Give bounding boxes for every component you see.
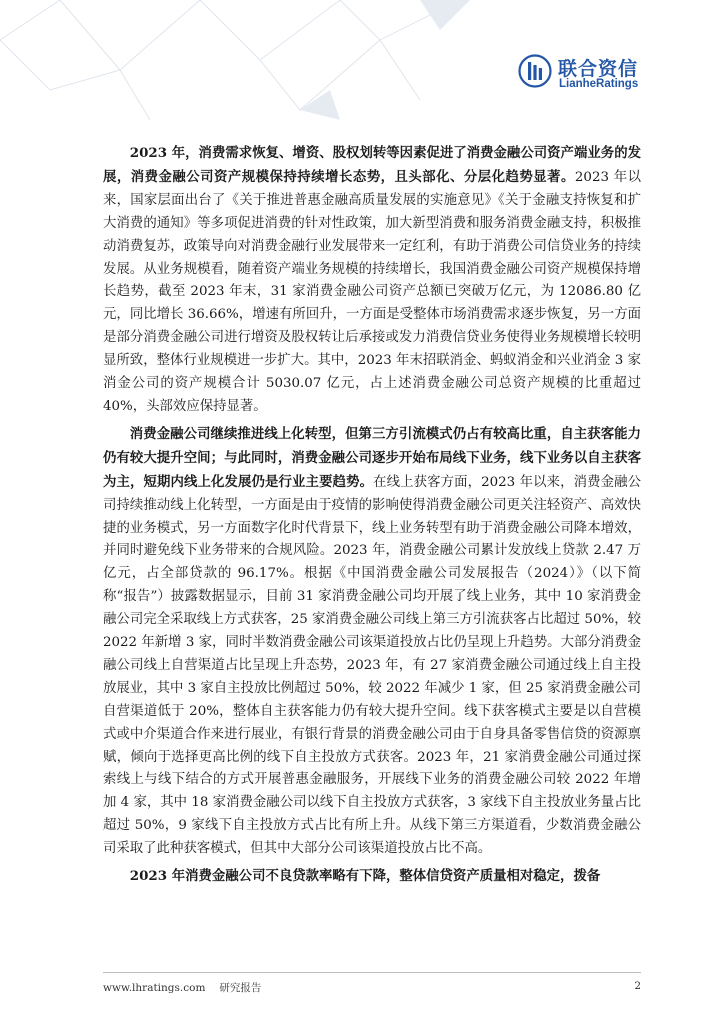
- brand-name-cn: 联合资信: [558, 58, 639, 80]
- paragraph-lead: 2023 年消费金融公司不良贷款率略有下降，整体信贷资产质量相对稳定，拨备: [129, 868, 601, 885]
- brand-logo: [518, 52, 698, 96]
- footer-website-link[interactable]: www.lhratings.com: [103, 982, 206, 994]
- page-number: 2: [634, 980, 641, 992]
- footer-info: [103, 980, 261, 995]
- lianhe-logo-icon: [518, 54, 552, 88]
- paragraph-online-transformation: [103, 423, 641, 861]
- paragraph-text: 2023 年以来，国家层面出台了《关于推进普惠金融高质量发展的实施意见》《关于金融支持恢复和扩大消费的通知》等多项促进消费的针对性政策，加大新型消费和服务消费金融支持，积极推动消费复苏，政策导向对消费金融行业发展带来一定红利，有助于消费公司信贷业务的持续发展。从业务规模看，随着资产端业务规模的持续增长，我国消费金融公司资产规模保持增长趋势，截至 2023 年末，31 家消费金融公司资产总额已突破万亿元，为 12086.80 亿元，同比增长 36.66%，增速有所回升，一方面是受整体市场消费需求逐步恢复，另一方面是部分消费金融公司进行增资及股权转让后承接或发力消费信贷业务使得业务规模增长较明显所致，整体行业规模进一步扩大。其中，2023 年末招联消金、蚂蚁消金和兴业消金 3 家消金公司的资产规模合计 5030.07 亿元，占上述消费金融公司总资产规模的比重超过 40%，头部效应保持显著。: [103, 169, 641, 414]
- paragraph-asset-quality: [103, 865, 641, 889]
- footer-divider: [103, 972, 641, 973]
- paragraph-asset-scale: [103, 142, 641, 419]
- footer-doc-type: 研究报告: [219, 982, 262, 994]
- paragraph-text: 在线上获客方面，2023 年以来，消费金融公司持续推动线上化转型，一方面是由于疫情的影响使得消费金融公司更关注轻资产、高效快捷的业务模式，另一方面数字化时代背景下，线上业务转型有助于消费金融公司降本增效，并同时避免线下业务带来的合规风险。2023 年，消费金融公司累计发放线上贷款 2.47 万亿元，占全部贷款的 96.17%。根据《中国消费金融公司发展报告（2024）》（以下简称“报告”）披露数据显示，目前 31 家消费金融公司均开展了线上业务，其中 10 家消费金融公司完全采取线上方式获客，25 家消费金融公司线上第三方引流获客占比超过 50%，较 2022 年新增 3 家，同时半数消费金融公司该渠道投放占比仍呈现上升趋势。大部分消费金融公司线上自营渠道占比呈现上升态势，2023 年，有 27 家消费金融公司通过线上自主投放展业，其中 3 家自主投放比例超过 50%，较 2022 年减少 1 家，但 25 家消费金融公司自营渠道低于 20%，整体自主获客能力仍有较大提升空间。线下获客模式主要是以自营模式或中介渠道合作来进行展业，有银行背景的消费金融公司由于自身具备零售信贷的资源禀赋，倾向于选择更高比例的线下自主投放方式获客。2023 年，21 家消费金融公司通过探索线上与线下结合的方式开展普惠金融服务，开展线下业务的消费金融公司较 2022 年增加 4 家，其中 18 家消费金融公司以线下自主投放方式获客，3 家线下自主投放业务量占比超过 50%，9 家线下自主投放方式占比有所上升。从线下第三方渠道看，少数消费金融公司采取了此种获客模式，但其中大部分公司该渠道投放占比不高。: [103, 474, 641, 857]
- brand-name-en: LianheRatings: [559, 78, 639, 90]
- paragraph-lead: 消费金融公司继续推进线上化转型，但第三方引流模式仍占有较高比重，自主获客能力仍有较大提升空间；与此同时，消费金融公司逐步开始布局线下业务，线下业务以自主获客为主，短期内线上化发展仍是行业主要趋势。: [103, 425, 641, 490]
- paragraph-lead: 2023 年，消费需求恢复、增资、股权划转等因素促进了消费金融公司资产端业务的发展，消费金融公司资产规模保持持续增长态势，且头部化、分层化趋势显著。: [103, 145, 641, 185]
- report-body: [103, 142, 641, 893]
